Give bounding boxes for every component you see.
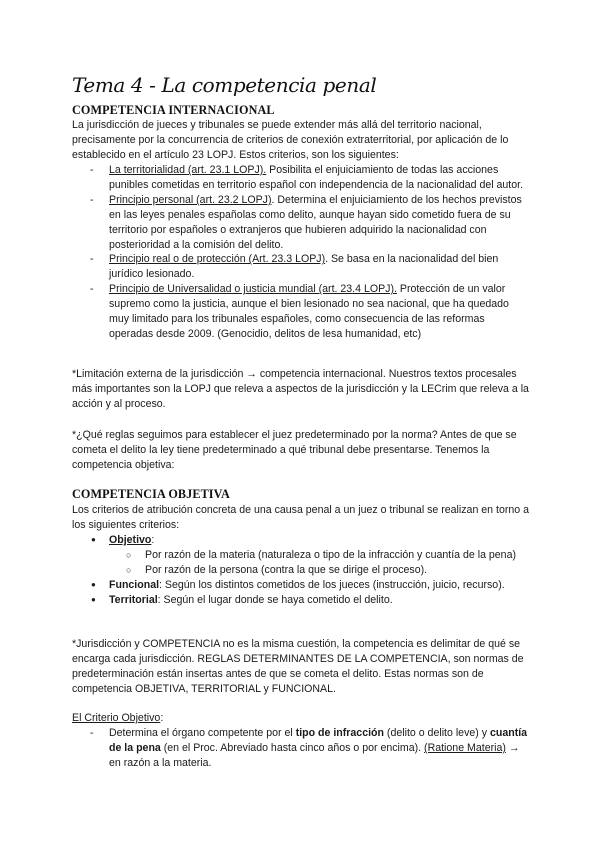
bold-tipo-infraccion: tipo de infracción (295, 727, 384, 739)
page-title: Tema 4 - La competencia penal (72, 73, 377, 97)
criterion-title: Principio personal (art. 23.2 LOPJ) (109, 193, 272, 206)
note-reglas: *¿Qué reglas seguimos para establecer el juez predeterminado por la norma? Antes de que se cometa el delito la ley tiene predeterminado a qué tribunal debe presentarse. Tenemos la competencia objetiva: (72, 429, 517, 471)
heading-criterio-objetivo (72, 711, 532, 726)
text-fragment: → en razón a la materia. (109, 741, 520, 769)
list-criterios-internacional (90, 163, 530, 342)
paragraph-intro-objetiva: Los criterios de atribución concreta de una causa penal a un juez o tribunal se realizan en torno a los siguientes criterios: (72, 504, 529, 531)
criterio-objetivo-title: El Criterio Objetivo (72, 712, 161, 724)
funcional-text: : Según los distintos cometidos de los jueces (instrucción, juicio, recurso). (159, 578, 505, 591)
criterion-title: La territorialidad (art. 23.1 LOPJ). (109, 164, 267, 176)
list-item-objetivo (90, 533, 530, 578)
ratione-materia: (Ratione Materia) (424, 741, 506, 754)
sublist-item: ○ Por razón de la persona (contra la que se dirige el proceso). (126, 563, 530, 578)
heading-competencia-objetiva: COMPETENCIA OBJETIVA (72, 487, 230, 501)
note-jurisdiccion: *Jurisdicción y COMPETENCIA no es la misma cuestión, la competencia es delimitar de qué se encarga cada jurisdicción. REGLAS DETERMINANTES DE LA COMPETENCIA, son normas de predeterminación están insertas antes de que se cometa el delito. Estas normas son de competencia OBJETIVA, TERRITORIAL y FUNCIONAL. (72, 638, 524, 695)
text-fragment: (en el Proc. Abreviado hasta cinco años o por encima). (160, 741, 425, 754)
paragraph-intro-internacional: La jurisdicción de jueces y tribunales se puede extender más allá del territorio nacional, precisamente por la concurrencia de criterios de conexión extraterritorial, por aplicación de lo establecido en el artículo 23 LOPJ. Estos criterios, son los siguientes: (72, 119, 509, 161)
criterion-text: . Determina el enjuiciamiento de los hechos previstos en las leyes penales españolas como delito, aunque hayan sido cometido fuera de su territorio por españoles o extranjeros que hubieren adquirido la nacionalidad con posterioridad a la comisión del delito. (109, 193, 522, 251)
list-item (90, 282, 530, 342)
label-objetivo: Objetivo (109, 534, 152, 546)
criterion-title: Principio de Universalidad o justicia mundial (art. 23.4 LOPJ). (109, 283, 397, 296)
heading-competencia-internacional: COMPETENCIA INTERNACIONAL (72, 103, 275, 117)
territorial-text: : Según el lugar donde se haya cometido el delito. (157, 593, 393, 606)
list-item (90, 726, 530, 771)
note-limitacion: *Limitación externa de la jurisdicción → competencia internacional. Nuestros textos procesales más importantes son la LOPJ que releva a aspectos de la jurisdicción y la LECrim que releva a la acción y al proceso. (72, 368, 529, 410)
criterion-text: Protección de un valor supremo como la justicia, aunque el bien lesionado no sea nacional, que ha quedado muy limitado para los tribunales españoles, como consecuencia de las reformas operadas desde 2009. (Genocidio, delitos de lesa humanidad, etc) (109, 283, 509, 340)
label-funcional: Funcional (109, 578, 160, 591)
list-criterio-objetivo (90, 726, 530, 771)
text-fragment: Determina el órgano competente por el (109, 727, 296, 739)
text-fragment: (delito o delito leve) y (383, 727, 490, 739)
label-territorial: Territorial (109, 593, 158, 606)
list-item (90, 252, 530, 282)
list-item (90, 163, 530, 193)
bold-cuantia-pena: cuantía de la pena (109, 727, 528, 754)
list-item (90, 193, 530, 253)
criterion-text: Posibilita el enjuiciamiento de todas las acciones punibles cometidas en territorio español con independencia de la nacionalidad del autor. (109, 164, 524, 191)
sublist-item: ○ Por razón de la materia (naturaleza o tipo de la infracción y cuantía de la pena) (126, 548, 530, 563)
list-item-funcional (90, 578, 530, 593)
label-colon: : (151, 534, 155, 546)
list-criterios-objetiva (90, 533, 530, 608)
criterio-objetivo-colon: : (160, 712, 164, 724)
sublist-objetivo (109, 548, 530, 578)
criterion-title: Principio real o de protección (Art. 23.3 LOPJ) (109, 253, 326, 266)
criterion-text: . Se basa en la nacionalidad del bien jurídico lesionado. (109, 253, 499, 281)
list-item-territorial (90, 593, 530, 608)
